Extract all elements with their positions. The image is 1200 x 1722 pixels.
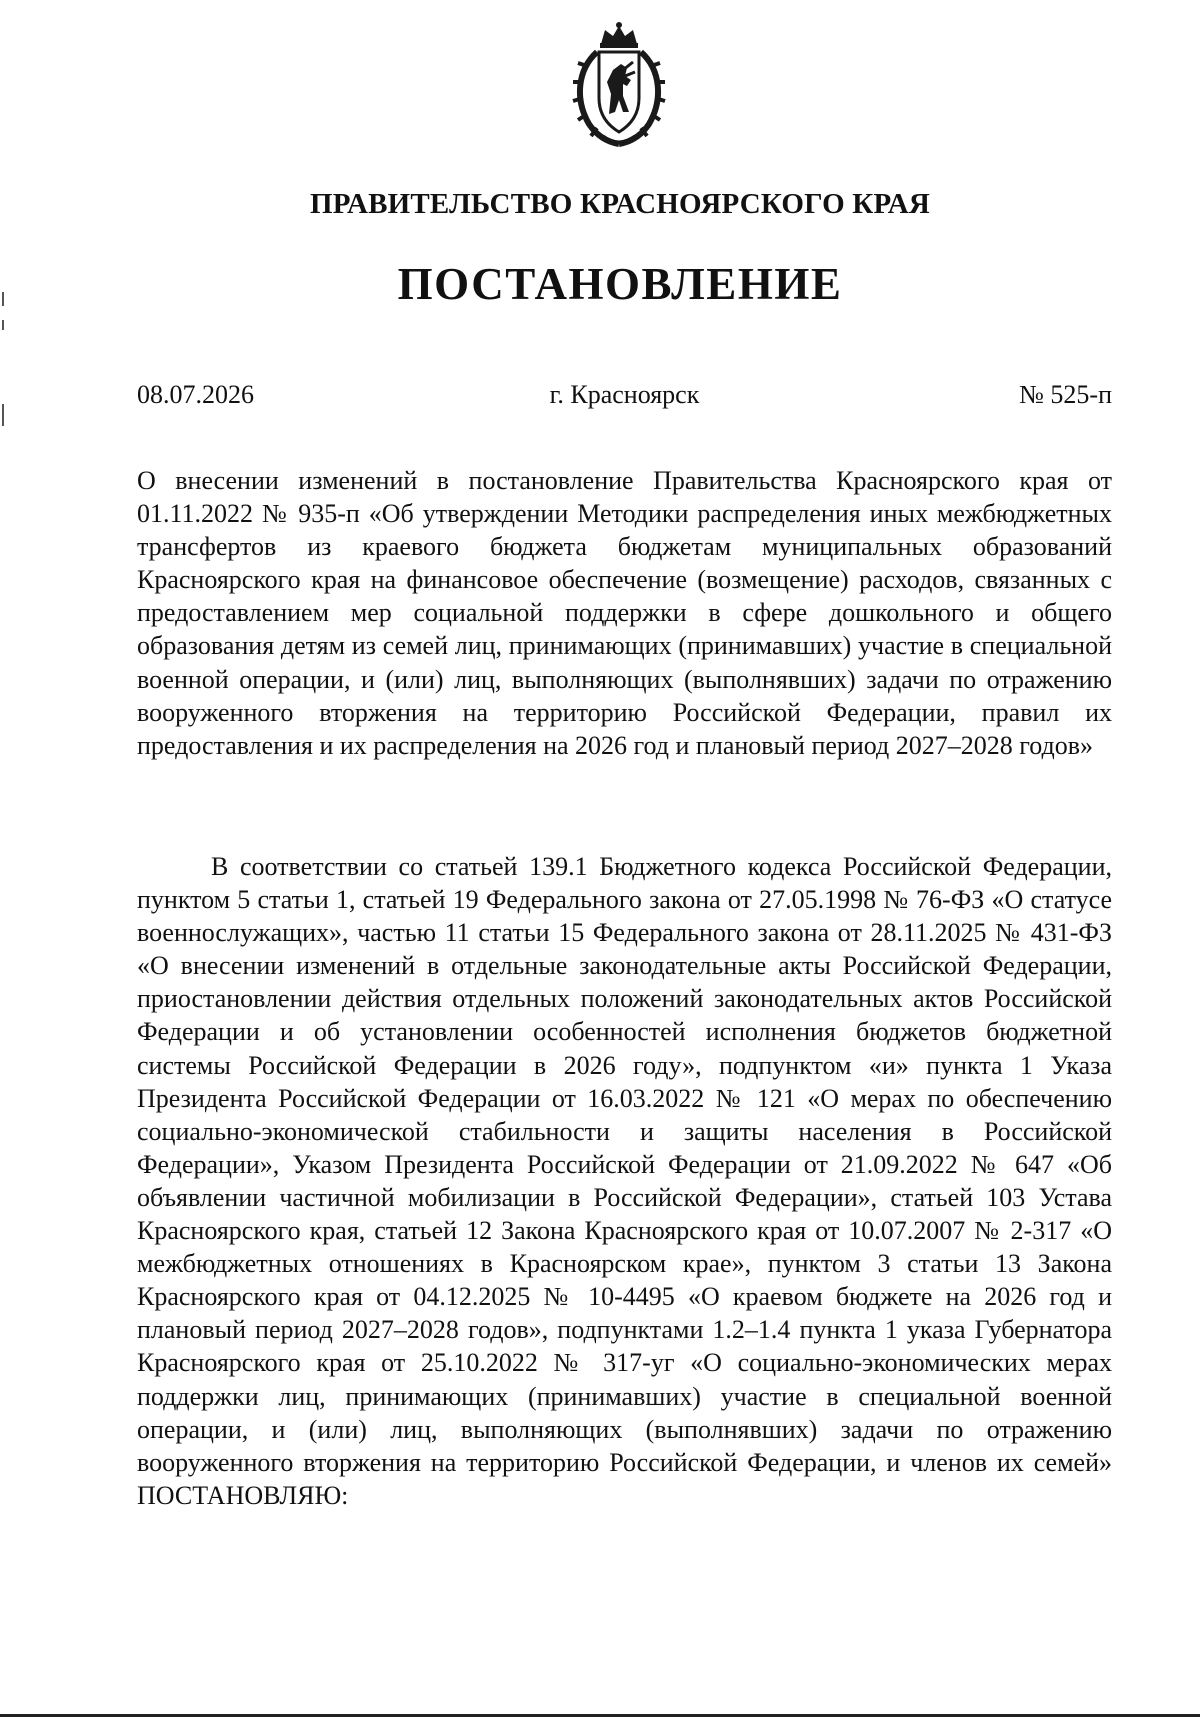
document-city: г. Красноярск [549,380,700,409]
document-type-title: ПОСТАНОВЛЕНИЕ [397,259,843,309]
scan-edge-mark [2,292,4,306]
document-meta-row [137,380,1112,420]
scan-bottom-edge [0,1714,1200,1717]
issuing-authority: ПРАВИТЕЛЬСТВО КРАСНОЯРСКОГО КРАЯ [309,188,931,220]
scan-edge-mark [2,404,4,426]
document-date: 08.07.2026 [137,380,254,409]
scan-edge-mark [2,320,4,330]
document-number: № 525-п [1019,380,1112,409]
document-subject: О внесении изменений в постановление Правительства Красноярского края от 01.11.2022 № 935-п «Об утверждении Методики распределения иных межбюджетных трансфертов из краевого бюджета бюджетам муниципальных образований Красноярского края на финансовое обеспечение (возмещение) расходов, связанных с предоставлением мер социальной поддержки в сфере дошкольного и общего образования детям из семей лиц, принимающих (принимавших) участие в специальной военной операции, и (или) лиц, выполняющих (выполнявших) задачи по отражению вооруженного вторжения на территорию Российской Федерации, правил их предоставления и их распределения на 2026 год и плановый период 2027–2028 годов» [137,466,1112,760]
coat-of-arms-icon [567,20,671,152]
document-body-paragraph: В соответствии со статьей 139.1 Бюджетного кодекса Российской Федерации, пунктом 5 статьи 1, статьей 19 Федерального закона от 27.05.1998 № 76-ФЗ «О статусе военнослужащих», частью 11 статьи 15 Федерального закона от 28.11.2025 № 431-ФЗ «О внесении изменений в отдельные законодательные акты Российской Федерации, приостановлении действия отдельных положений законодательных актов Российской Федерации и об установлении особенностей исполнения бюджетов бюджетной системы Российской Федерации в 2026 году», подпунктом «и» пункта 1 Указа Президента Российской Федерации от 16.03.2022 № 121 «О мерах по обеспечению социально-экономической стабильности и защиты населения в Российской Федерации», Указом Президента Российской Федерации от 21.09.2022 № 647 «Об объявлении частичной мобилизации в Российской Федерации», статьей 103 Устава Красноярского края, статьей 12 Закона Красноярского края от 10.07.2007 № 2-317 «О межбюджетных отношениях в Красноярском крае», пунктом 3 статьи 13 Закона Красноярского края от 04.12.2025 № 10-4495 «О краевом бюджете на 2026 год и плановый период 2027–2028 годов», подпунктами 1.2–1.4 пункта 1 указа Губернатора Красноярского края от 25.10.2022 № 317-уг «О социально-экономических мерах поддержки лиц, принимающих (принимавших) участие в специальной военной операции, и (или) лиц, выполняющих (выполнявших) задачи по отражению вооруженного вторжения на территорию Российской Федерации, и членов их семей» ПОСТАНОВЛЯЮ: [137,852,1112,1510]
